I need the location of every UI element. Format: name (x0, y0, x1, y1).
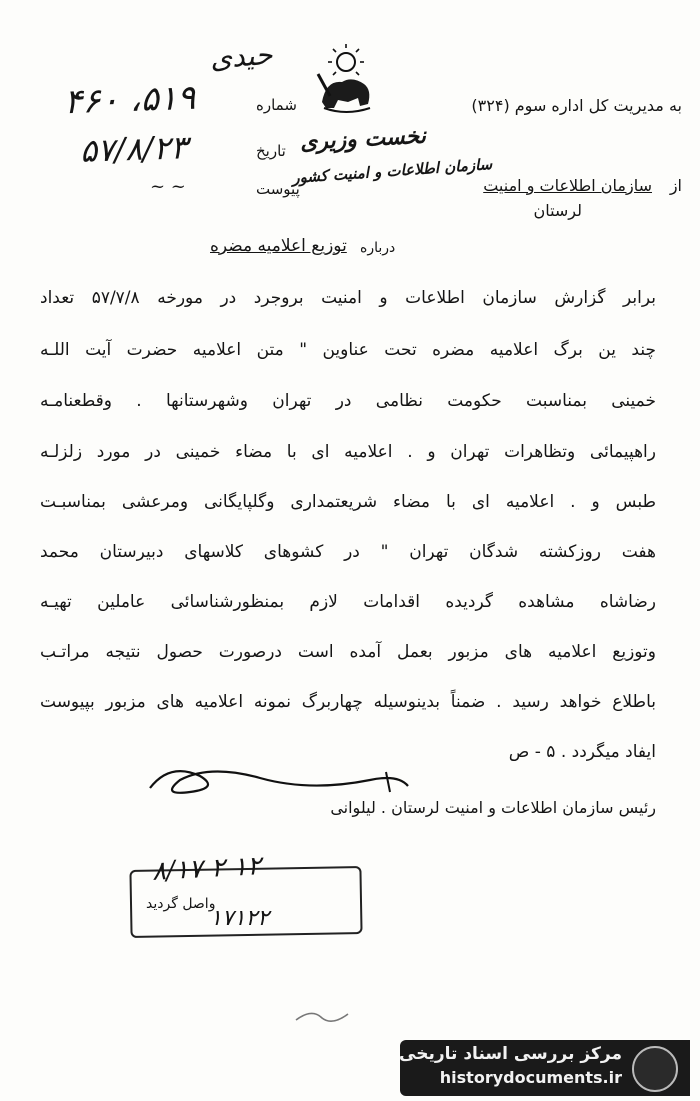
from-value: سازمان اطلاعات و امنیت (483, 176, 652, 195)
emblem-title: نخست وزیری (299, 122, 427, 156)
body-line-5: طبس و . اعلامیه ای با مضاء شریعتمداری وگلپایگانی ومرعشی بمناسبـت (40, 492, 656, 512)
bottom-scribble (292, 1004, 352, 1028)
body-line-4: راهپیمائی وتظاهرات تهران و . اعلامیه ای با مضاء خمینی در مورد زلزلـه (40, 442, 656, 462)
archive-logo-icon (632, 1046, 678, 1092)
subject-value: توزیع اعلامیه مضره (210, 236, 347, 256)
top-scribble: حیدی (208, 37, 274, 76)
stamp-number-scribble: ۱۲ ۲ ۸/۱۷ (151, 851, 262, 887)
address-line: به مدیریت کل اداره سوم (۳۲۴) (471, 96, 682, 115)
stamp-lower-number: ۱۷۱۲۲ (210, 906, 270, 931)
attachment-label: پیوست (256, 180, 300, 198)
from-value-2: لرستان (533, 201, 582, 220)
subject-label: درباره (360, 240, 396, 256)
number-value: ۵۱۹، ۴۶۰ (63, 77, 197, 123)
date-label: تاریخ (256, 142, 286, 160)
body-line-10: ایفاد میگردد . ۵ - ص (508, 742, 656, 762)
date-value: ۵۷/۸/۲۳ (79, 128, 189, 170)
body-line-8: وتوزیع اعلامیه های مزبور بعمل آمده است درصورت حصول نتیجه مراتـب (40, 642, 656, 662)
body-line-6: هفت روزکشته شدگان تهران " در کشوهای کلاسهای دبیرستان محمد (40, 542, 656, 562)
stamp-text: واصل گردید (146, 896, 216, 912)
lion-and-sun-emblem (308, 44, 384, 124)
emblem-subtitle: سازمان اطلاعات و امنیت کشور (291, 155, 493, 187)
watermark-site-name: مرکز بررسی اسناد تاریخی (399, 1044, 622, 1064)
number-label: شماره (256, 96, 297, 114)
body-line-9: باطلاع خواهد رسید . ضمناً بدینوسیله چهاربرگ نمونه اعلامیه های مزبور بپیوست (40, 692, 656, 712)
body-line-3: خمینی بمناسبت حکومت نظامی در تهران وشهرستانها . وقطعنامـه (40, 391, 656, 411)
body-line-7: رضاشاه مشاهده گردیده اقدامات لازم بمنظورشناسائی عاملین تهیـه (40, 592, 656, 612)
attachment-scribble: ~ ~ (150, 176, 186, 197)
body-line-1: برابر گزارش سازمان اطلاعات و امنیت بروجرد در مورخه ۵۷/۷/۸ تعداد (40, 288, 656, 308)
from-label: از (669, 176, 682, 195)
watermark-url: historydocuments.ir (439, 1068, 622, 1087)
body-line-2: چند ین برگ اعلامیه مضره تحت عناوین " متن اعلامیه حضرت آیت اللـه (40, 340, 656, 360)
signature-line: رئیس سازمان اطلاعات و امنیت لرستان . لیلوانی (330, 798, 656, 817)
